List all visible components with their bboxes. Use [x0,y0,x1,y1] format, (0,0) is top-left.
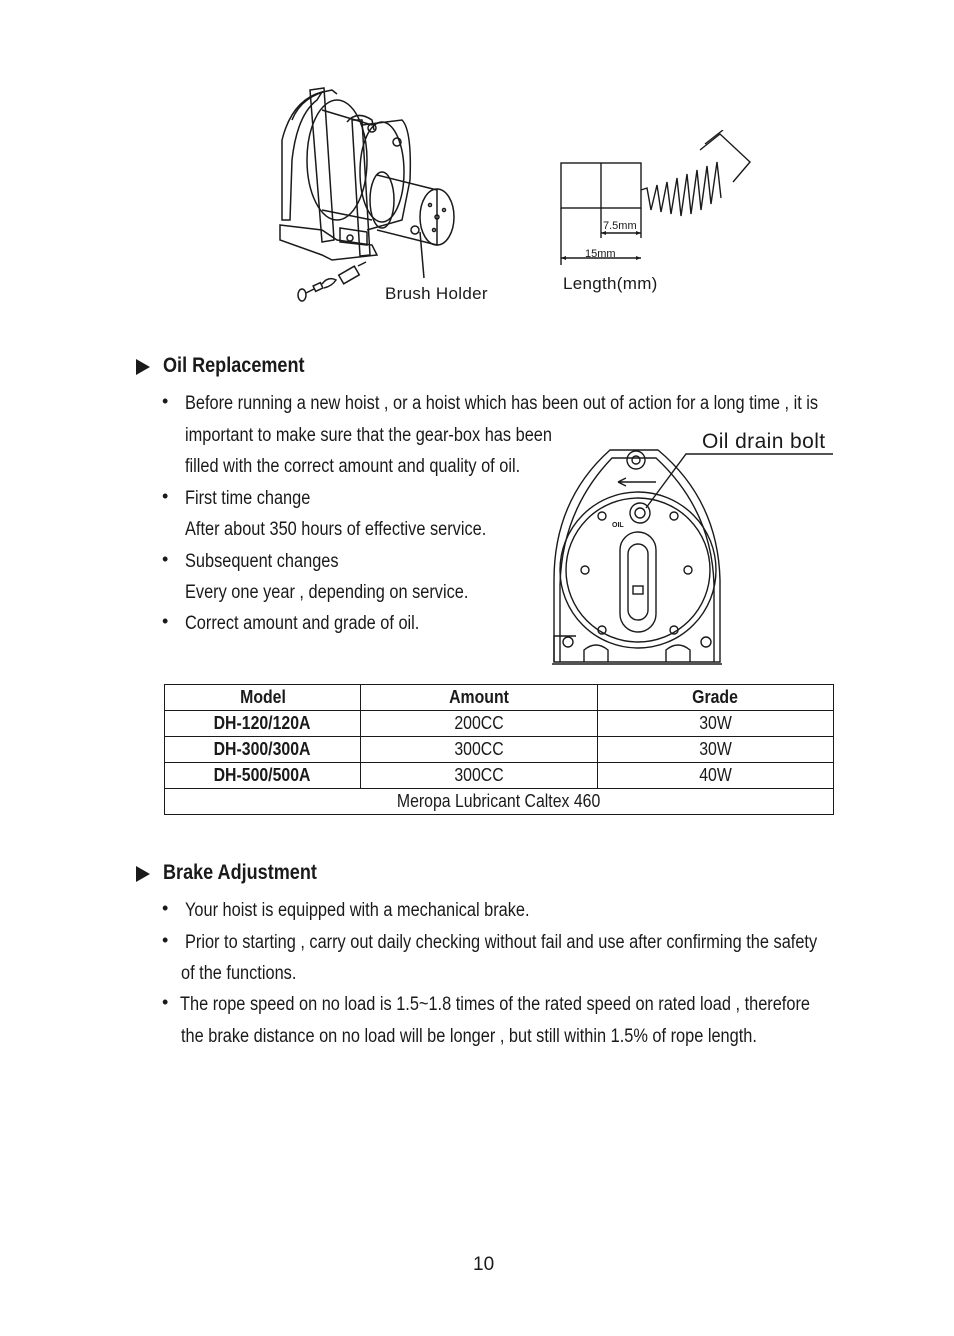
section-marker-icon [136,866,150,882]
oil-bullet3-line1: Subsequent changes [185,551,339,572]
cell-amount: 300CC [361,737,598,763]
brake-bullet3-line2: the brake distance on no load will be longer , but still within 1.5% of rope length. [181,1026,757,1047]
dimension-7-5mm-label: 7.5mm [603,220,637,232]
brake-bullet2-line1: Prior to starting , carry out daily checking without fail and use after confirming the safety [185,932,818,953]
table-row [165,711,834,737]
cell-model: DH-300/300A [165,737,361,763]
oil-bullet1-line3: filled with the correct amount and quality of oil. [185,456,521,477]
header-grade: Grade [598,685,834,711]
cell-grade: 40W [598,763,834,789]
lubricant-note: Meropa Lubricant Caltex 460 [165,789,834,815]
bullet-icon: • [162,898,169,918]
cell-model: DH-120/120A [165,711,361,737]
hoist-brush-holder-figure [262,80,502,310]
bullet-icon: • [162,549,169,569]
header-amount: Amount [361,685,598,711]
page-number: 10 [473,1254,495,1275]
oil-mark-label: OIL [612,522,624,529]
bullet-icon: • [162,992,169,1012]
table-row [165,737,834,763]
cell-amount: 300CC [361,763,598,789]
header-model: Model [165,685,361,711]
brake-bullet1-line1: Your hoist is equipped with a mechanical brake. [185,900,530,921]
bullet-icon: • [162,930,169,950]
brush-holder-label: Brush Holder [385,284,488,303]
bullet-icon: • [162,486,169,506]
brake-bullet2-line2: of the functions. [181,963,297,984]
table-footer-row [165,789,834,815]
cell-grade: 30W [598,737,834,763]
table-row [165,763,834,789]
cell-grade: 30W [598,711,834,737]
brake-bullet3-line1: The rope speed on no load is 1.5~1.8 times of the rated speed on rated load , therefore [180,994,810,1015]
bullet-icon: • [162,611,169,631]
oil-replacement-heading: Oil Replacement [163,354,305,377]
cell-model: DH-500/500A [165,763,361,789]
length-label: Length(mm) [563,274,658,293]
oil-bullet2-line2: After about 350 hours of effective service. [185,519,487,540]
bullet-icon: • [162,391,169,411]
cell-amount: 200CC [361,711,598,737]
oil-specification-table [164,684,834,815]
oil-bullet3-line2: Every one year , depending on service. [185,582,469,603]
dimension-15mm-label: 15mm [585,248,616,260]
oil-bullet1-line1: Before running a new hoist , or a hoist which has been out of action for a long time , it is [185,393,819,414]
oil-bullet2-line1: First time change [185,488,311,509]
gearbox-oil-drain-figure [548,440,838,672]
section-marker-icon [136,359,150,375]
oil-bullet4-line1: Correct amount and grade of oil. [185,613,420,634]
oil-bullet1-line2: important to make sure that the gear-box has been [185,425,552,446]
oil-drain-bolt-label: Oil drain bolt [702,430,826,453]
table-header-row [165,685,834,711]
brake-adjustment-heading: Brake Adjustment [163,861,317,884]
